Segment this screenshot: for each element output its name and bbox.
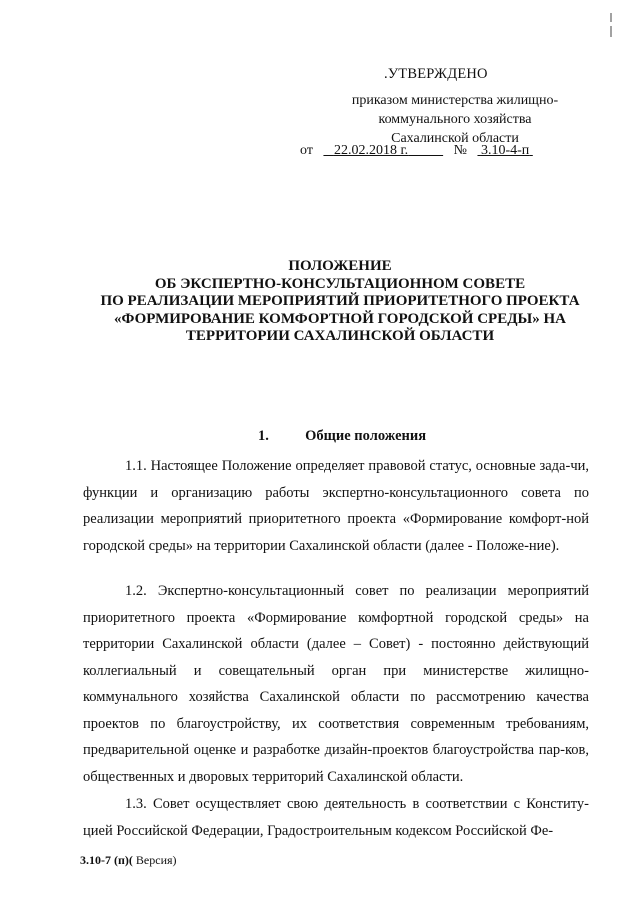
title-line: ПОЛОЖЕНИЕ: [288, 258, 392, 274]
title-line: ОБ ЭКСПЕРТНО-КОНСУЛЬТАЦИОННОМ СОВЕТЕ: [154, 275, 526, 292]
title-line: ПО РЕАЛИЗАЦИИ МЕРОПРИЯТИЙ ПРИОРИТЕТНОГО ПРОЕКТА: [100, 293, 580, 309]
section-heading: [258, 428, 426, 445]
number-prefix: №: [453, 143, 467, 158]
paragraph-1-1: 1.1. Настоящее Положение определяет правовой статус, основные зада-чи, функции и организацию работы экспертно-консультационного совета по реализации мероприятий приоритетного проекта «Формирование комфорт-ной городской среды» на территории Сахалинской области (далее - Положе-ние).: [83, 458, 589, 554]
approved-stamp: .УТВЕРЖДЕНО: [384, 66, 488, 82]
section-number: 1.: [258, 428, 269, 444]
order-line: Сахалинской области: [391, 131, 519, 146]
order-date-line: [300, 143, 533, 159]
order-number: 3.10-4-п: [480, 143, 530, 158]
page-footer: [80, 853, 177, 868]
margin-mark-icon: [606, 12, 616, 38]
footer-code: 3.10-7 (п)(: [80, 853, 133, 867]
date-prefix: от: [300, 143, 313, 158]
paragraph-1-3: 1.3. Совет осуществляет свою деятельность в соответствии с Конститу-цией Российской Федерации, Градостроительным кодексом Российской Фе-: [83, 796, 589, 839]
footer-version: Версия): [132, 853, 177, 867]
document-title: [70, 258, 610, 346]
section-title: Общие положения: [305, 428, 427, 444]
paragraph-1-2: 1.2. Экспертно-консультационный совет по реализации мероприятий приоритетного проекта «Формирование комфортной городской среды» на территории Сахалинской области (далее – Совет) - постоянно действующий коллегиальный и совещательный орган при министерстве жилищно-коммунального хозяйства Сахалинской области по рассмотрению качества проектов по благоустройству, их соответствия современным требованиям, предварительной оценке и разработке дизайн-проектов благоустройства пар-ков, общественных и дворовых территорий Сахалинской области.: [83, 583, 589, 785]
title-line: ТЕРРИТОРИИ САХАЛИНСКОЙ ОБЛАСТИ: [185, 328, 495, 344]
order-reference: [320, 91, 590, 148]
order-date: 22.02.2018 г.: [333, 143, 409, 158]
order-line: коммунального хозяйства: [378, 112, 532, 127]
title-line: «ФОРМИРОВАНИЕ КОМФОРТНОЙ ГОРОДСКОЙ СРЕДЫ» НА: [114, 310, 566, 327]
order-line: приказом министерства жилищно-: [351, 93, 559, 108]
